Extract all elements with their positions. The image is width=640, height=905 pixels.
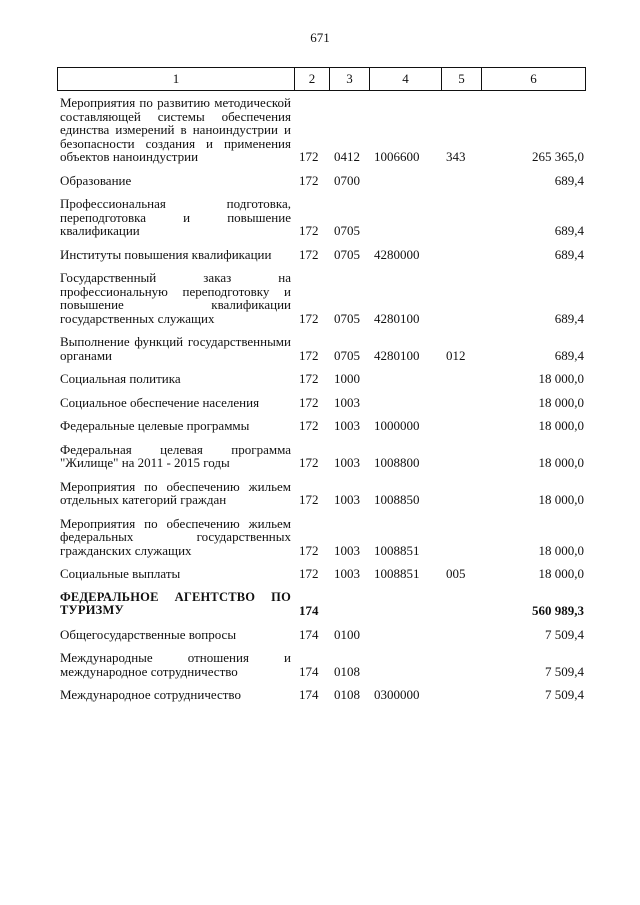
row-csr: 1008850 [374,492,420,507]
row-ved: 172 [299,310,319,326]
row-ved: 172 [299,418,319,433]
table-row [57,591,584,618]
header-col-4: 4 [370,68,442,90]
row-csr: 4280000 [374,246,420,262]
row-rz: 0705 [334,246,360,262]
row-name: Международные отношения и международное сотрудничество [60,650,291,679]
row-rz: 0108 [334,687,360,702]
row-vr: 005 [446,566,466,581]
row-name: Социальные выплаты [60,566,181,581]
row-ved: 172 [299,223,319,238]
row-rz: 1000 [334,371,360,386]
row-rz: 1003 [334,542,360,558]
table-row [57,372,584,386]
row-sum: 689,4 [554,246,584,262]
row-rz: 0700 [334,172,360,188]
header-col-1: 1 [58,68,295,90]
row-ved: 174 [299,603,319,618]
row-ved: 172 [299,542,319,558]
row-name: Международное сотрудничество [60,687,241,702]
row-rz: 0412 [334,149,360,164]
row-rz: 0108 [334,663,360,679]
row-csr: 1006600 [374,149,420,164]
row-csr: 1008851 [374,566,420,581]
row-sum: 265 365,0 [532,149,584,164]
row-sum: 689,4 [554,347,584,363]
table-row [57,174,584,188]
row-name: Мероприятия по развитию методической составляющей системы обеспечения единства измерений в наноиндустрии и безопасности создания и применения объектов наноиндустрии [60,95,291,164]
row-sum: 689,4 [554,223,584,238]
row-sum: 18 000,0 [538,455,584,470]
table-row [57,628,584,642]
table-row [57,651,584,678]
row-sum: 18 000,0 [538,371,584,386]
row-vr: 012 [446,347,466,363]
row-sum: 18 000,0 [538,492,584,507]
row-rz: 1003 [334,455,360,470]
row-ved: 172 [299,566,319,581]
header-col-6: 6 [530,71,537,86]
header-col-2: 2 [295,68,330,90]
table-row [57,443,584,470]
row-rz: 0100 [334,626,360,642]
row-sum: 18 000,0 [538,394,584,410]
row-ved: 172 [299,172,319,188]
row-rz: 0705 [334,223,360,238]
table-row [57,396,584,410]
row-csr: 0300000 [374,687,420,702]
row-name: Институты повышения квалификации [60,246,272,262]
table-row [57,271,584,325]
row-sum: 560 989,3 [532,603,584,618]
page-number: 671 [310,30,330,45]
row-rz: 1003 [334,418,360,433]
table-body [57,96,584,712]
row-rz: 1003 [334,394,360,410]
row-sum: 7 509,4 [545,663,584,679]
row-name: Социальная политика [60,371,181,386]
row-rz: 0705 [334,310,360,326]
row-sum: 18 000,0 [538,566,584,581]
row-csr: 1008851 [374,542,420,558]
table-row [57,96,584,164]
row-sum: 689,4 [554,172,584,188]
row-name: Мероприятия по обеспечению жильем федеральных государственных гражданских служащих [60,515,291,558]
table-row [57,567,584,581]
row-csr: 4280100 [374,310,420,326]
table-header [57,67,586,91]
row-sum: 7 509,4 [545,626,584,642]
header-col-3: 3 [330,68,370,90]
table-row [57,517,584,558]
row-vr: 343 [446,149,466,164]
row-ved: 172 [299,492,319,507]
row-name: Общегосударственные вопросы [60,626,237,642]
row-sum: 7 509,4 [545,687,584,702]
header-col-5: 5 [442,68,482,90]
table-row [57,688,584,702]
row-ved: 172 [299,371,319,386]
row-csr: 1000000 [374,418,420,433]
row-rz: 1003 [334,492,360,507]
row-name: Выполнение функций государственными органами [60,334,291,363]
row-name: Федеральная целевая программа "Жилище" на 2011 - 2015 годы [60,441,291,470]
row-name: Государственный заказ на профессиональную переподготовку и повышение квалификации государственных служащих [60,270,291,326]
row-name: ФЕДЕРАЛЬНОЕ АГЕНТСТВО ПО ТУРИЗМУ [60,589,291,617]
table-row [57,335,584,362]
row-name: Социальное обеспечение населения [60,394,260,410]
row-name: Образование [60,172,132,188]
row-ved: 174 [299,663,319,679]
row-ved: 172 [299,149,319,164]
row-rz: 1003 [334,566,360,581]
row-ved: 174 [299,626,319,642]
row-name: Профессиональная подготовка, переподготовка и повышение квалификации [60,196,291,238]
row-name: Федеральные целевые программы [60,418,250,433]
row-sum: 18 000,0 [538,418,584,433]
table-row [57,248,584,262]
row-ved: 172 [299,347,319,363]
row-sum: 689,4 [554,310,584,326]
table-row [57,480,584,507]
row-ved: 172 [299,394,319,410]
row-sum: 18 000,0 [538,542,584,558]
table-row [57,197,584,238]
row-ved: 172 [299,455,319,470]
row-csr: 1008800 [374,455,420,470]
table-row [57,419,584,433]
row-csr: 4280100 [374,347,420,363]
row-rz: 0705 [334,347,360,363]
row-name: Мероприятия по обеспечению жильем отдельных категорий граждан [60,478,291,507]
row-ved: 172 [299,246,319,262]
row-ved: 174 [299,687,319,702]
